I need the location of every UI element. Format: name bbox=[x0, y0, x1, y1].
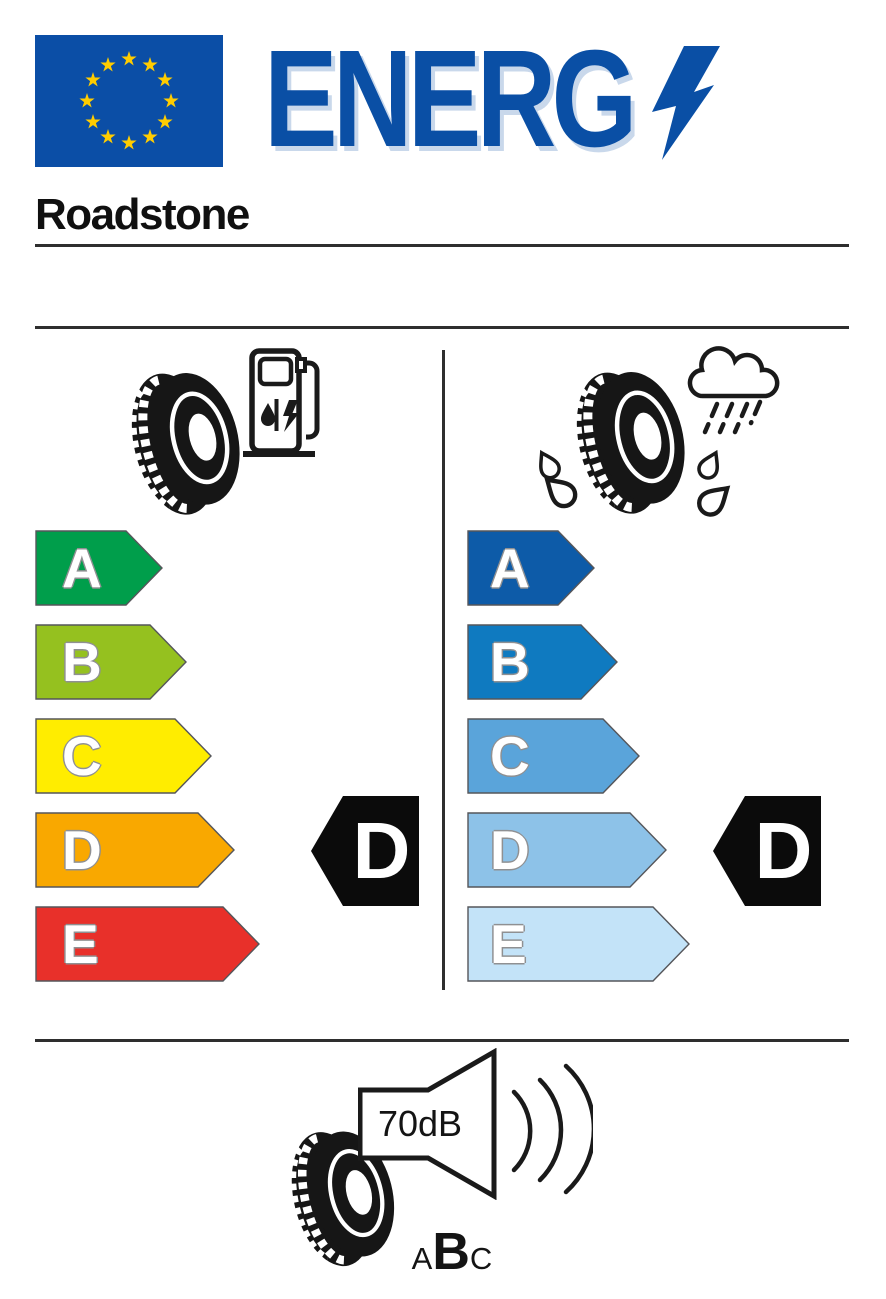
wet-rating-letter: D bbox=[754, 806, 813, 895]
fuel-grade-a-letter: A bbox=[62, 537, 102, 599]
eu-flag-icon bbox=[35, 35, 223, 167]
wet-grade-d-letter: D bbox=[490, 819, 530, 881]
energ-logo-text: ENERG bbox=[264, 22, 633, 176]
wet-grade-b-letter: B bbox=[490, 631, 530, 693]
column-divider bbox=[442, 350, 445, 990]
divider-line-top bbox=[35, 244, 849, 247]
tire-fuel-pump-icon bbox=[125, 345, 335, 521]
wet-grade-c-letter: C bbox=[490, 725, 530, 787]
divider-line-bottom bbox=[35, 1039, 849, 1042]
lightning-bolt-icon bbox=[652, 46, 722, 160]
noise-class-b-active: B bbox=[432, 1223, 470, 1281]
fuel-grade-c-letter: C bbox=[62, 725, 102, 787]
wet-grade-a-bar bbox=[467, 530, 595, 606]
fuel-rating-letter: D bbox=[352, 806, 411, 895]
fuel-grade-d-letter: D bbox=[62, 819, 102, 881]
divider-line-middle bbox=[35, 326, 849, 329]
noise-class-scale bbox=[402, 1222, 502, 1282]
fuel-grade-b-letter: B bbox=[62, 631, 102, 693]
fuel-grade-b-bar bbox=[35, 624, 187, 700]
wet-grade-e-letter: E bbox=[490, 913, 527, 975]
brand-name: Roadstone bbox=[35, 190, 249, 239]
sound-waves-icon bbox=[508, 1058, 593, 1200]
rain-cloud-icon bbox=[690, 348, 777, 432]
noise-class-a: A bbox=[411, 1241, 433, 1276]
wet-grade-a-letter: A bbox=[490, 537, 530, 599]
noise-value: 70dB bbox=[377, 1103, 463, 1144]
speaker-horn-icon bbox=[358, 1048, 498, 1200]
fuel-grade-e-letter: E bbox=[62, 913, 99, 975]
noise-class-c: C bbox=[469, 1241, 493, 1276]
tire-rain-cloud-icon bbox=[530, 340, 790, 525]
